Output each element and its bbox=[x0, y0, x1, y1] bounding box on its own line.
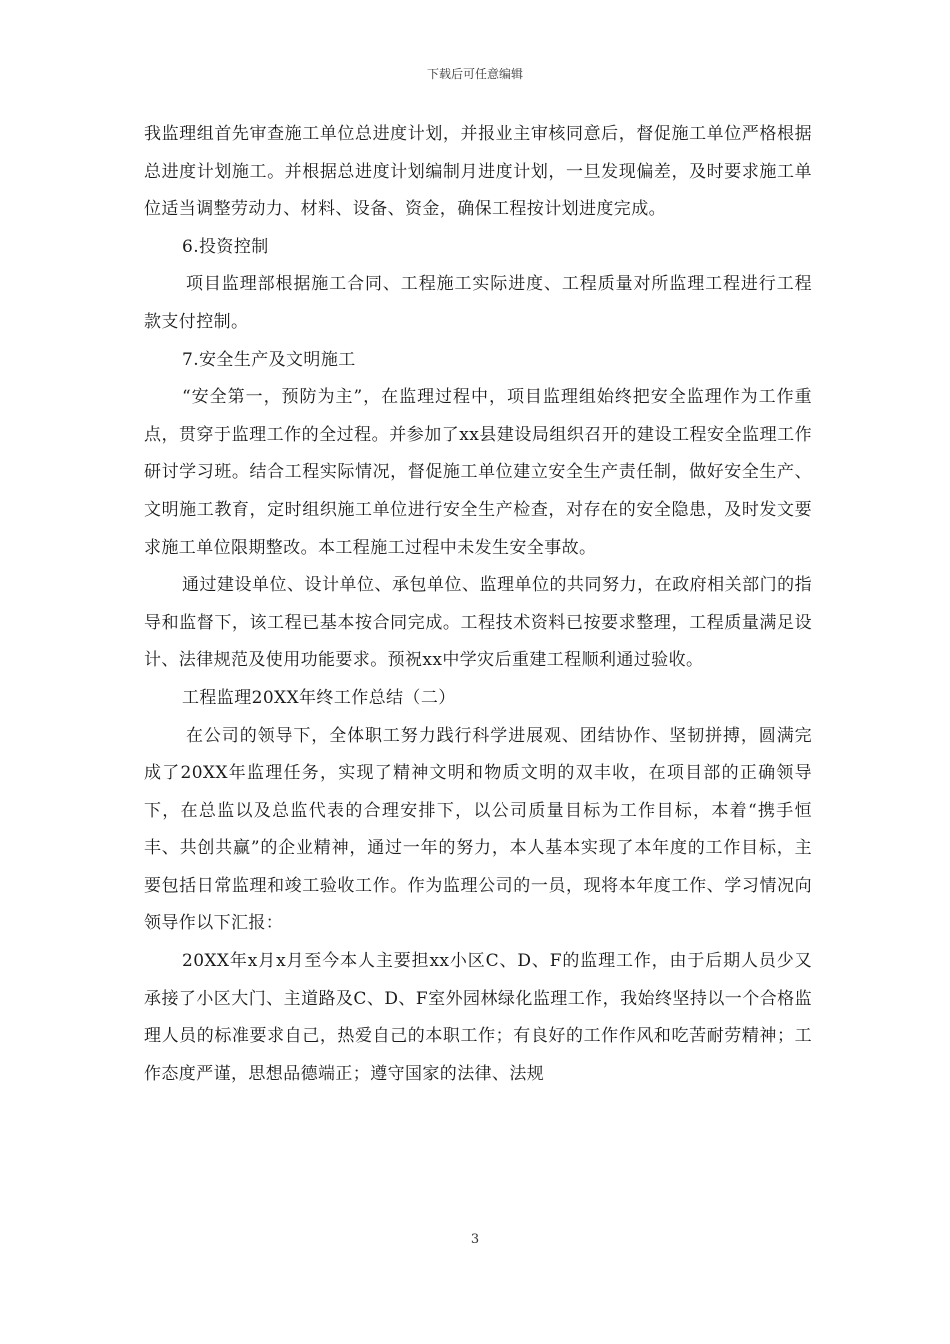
page-header-note: 下载后可任意编辑 bbox=[426, 67, 523, 81]
page-number: 3 bbox=[470, 1232, 480, 1247]
section-title-summary-two: 工程监理20XX年终工作总结（二） bbox=[182, 687, 456, 708]
heading-investment-control: 6.投资控制 bbox=[182, 236, 269, 257]
paragraph-personal-work: 20XX年x月x月至今本人主要担xx小区C、D、F的监理工作，由于后期人员少又承接了小区大门、主道路及C、D、F室外园林绿化监理工作，我始终坚持以一个合格监理人员的标准要求自己，热爱自己的本职工作；有良好的工作作风和吃苦耐劳精神；工作态度严谨，思想品德端正；遵守国家的法律、法规 bbox=[144, 951, 812, 1084]
document-body bbox=[144, 116, 812, 1093]
paragraph-safety-production: “安全第一，预防为主”，在监理过程中，项目监理组始终把安全监理作为工作重点，贯穿于监理工作的全过程。并参加了xx县建设局组织召开的建设工程安全监理工作研讨学习班。结合工程实际情况，督促施工单位建立安全生产责任制，做好安全生产、文明施工教育，定时组织施工单位进行安全生产检查，对存在的安全隐患，及时发文要求施工单位限期整改。本工程施工过程中未发生安全事故。 bbox=[144, 387, 812, 558]
paragraph-joint-effort: 通过建设单位、设计单位、承包单位、监理单位的共同努力，在政府相关部门的指导和监督下，该工程已基本按合同完成。工程技术资料已按要求整理，工程质量满足设计、法律规范及使用功能要求。预祝xx中学灾后重建工程顺利通过验收。 bbox=[144, 575, 812, 671]
paragraph-progress-control: 我监理组首先审查施工单位总进度计划，并报业主审核同意后，督促施工单位严格根据总进度计划施工。并根据总进度计划编制月进度计划，一旦发现偏差，及时要求施工单位适当调整劳动力、材料、设备、资金，确保工程按计划进度完成。 bbox=[144, 124, 812, 220]
heading-safety-production: 7.安全生产及文明施工 bbox=[182, 349, 356, 370]
paragraph-company-leadership: 在公司的领导下，全体职工努力践行科学进展观、团结协作、坚韧拼搏，圆满完成了20XX年监理任务，实现了精神文明和物质文明的双丰收，在项目部的正确领导下，在总监以及总监代表的合理安排下，以公司质量目标为工作目标，本着“携手恒丰、共创共赢”的企业精神，通过一年的努力，本人基本实现了本年度的工作目标，主要包括日常监理和竣工验收工作。作为监理公司的一员，现将本年度工作、学习情况向领导作以下汇报： bbox=[144, 725, 812, 934]
paragraph-investment-control: 项目监理部根据施工合同、工程施工实际进度、工程质量对所监理工程进行工程款支付控制。 bbox=[144, 274, 812, 332]
